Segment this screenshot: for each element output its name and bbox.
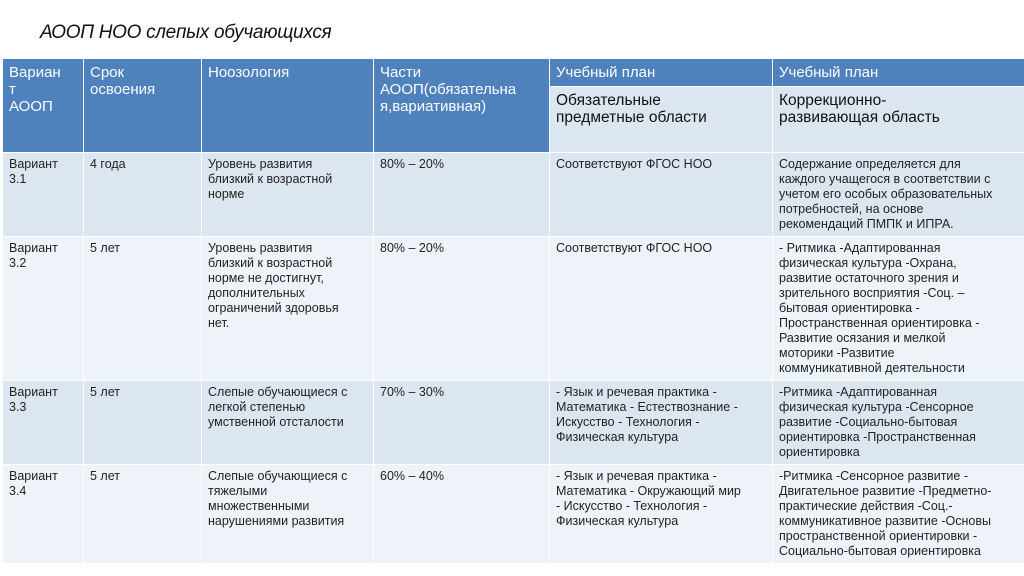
cell-mandatory: Соответствуют ФГОС НОО [550, 153, 773, 237]
cell-variant: Вариант 3.1 [3, 153, 84, 237]
cell-nosology: Уровень развития близкий к возрастной норме [202, 153, 374, 237]
subheader-correction-area: Коррекционно- развивающая область [773, 87, 1024, 153]
header-curriculum-mandatory: Учебный план [550, 59, 773, 87]
cell-term: 5 лет [84, 465, 202, 564]
cell-correction: -Ритмика -Адаптированная физическая культура -Сенсорное развитие -Социально-бытовая ориентировка -Пространственная ориентировка [773, 381, 1024, 465]
table-row [3, 153, 1024, 237]
table-row [3, 381, 1024, 465]
header-variant: Вариан т АООП [3, 59, 84, 153]
cell-mandatory: - Язык и речевая практика - Математика - Естествознание - Искусство - Технология - Физическая культура [550, 381, 773, 465]
page-title: АООП НОО слепых обучающихся [40, 22, 332, 43]
cell-parts: 60% – 40% [374, 465, 550, 564]
header-nosology: Ноозология [202, 59, 374, 153]
cell-variant: Вариант 3.2 [3, 237, 84, 381]
cell-variant: Вариант 3.4 [3, 465, 84, 564]
cell-parts: 80% – 20% [374, 237, 550, 381]
curriculum-table [2, 58, 1024, 564]
cell-term: 5 лет [84, 381, 202, 465]
cell-term: 4 года [84, 153, 202, 237]
header-curriculum-correction: Учебный план [773, 59, 1024, 87]
header-term: Срок освоения [84, 59, 202, 153]
table-row [3, 237, 1024, 381]
header-parts: Части АООП(обязательна я,вариативная) [374, 59, 550, 153]
cell-mandatory: - Язык и речевая практика - Математика - Окружающий мир - Искусство - Технология - Физическая культура [550, 465, 773, 564]
cell-nosology: Слепые обучающиеся с легкой степенью умственной отсталости [202, 381, 374, 465]
cell-term: 5 лет [84, 237, 202, 381]
cell-mandatory: Соответствуют ФГОС НОО [550, 237, 773, 381]
cell-nosology: Уровень развития близкий к возрастной норме не достигнут, дополнительных ограничений здоровья нет. [202, 237, 374, 381]
cell-correction: -Ритмика -Сенсорное развитие - Двигательное развитие -Предметно- практические действия -Соц.- коммуникативное развитие -Основы пространственной ориентировки - Социально-бытовая ориентировка [773, 465, 1024, 564]
cell-parts: 80% – 20% [374, 153, 550, 237]
cell-variant: Вариант 3.3 [3, 381, 84, 465]
cell-correction: Содержание определяется для каждого учащегося в соответствии с учетом его особых образовательных потребностей, на основе рекомендаций ПМПК и ИПРА. [773, 153, 1024, 237]
header-row [3, 59, 1024, 87]
cell-correction: - Ритмика -Адаптированная физическая культура -Охрана, развитие остаточного зрения и зрительного восприятия -Соц. – бытовая ориентировка - Пространственная ориентировка - Развитие осязания и мелкой моторики -Развитие коммуникативной деятельности [773, 237, 1024, 381]
table-row [3, 465, 1024, 564]
cell-nosology: Слепые обучающиеся с тяжелыми множественными нарушениями развития [202, 465, 374, 564]
cell-parts: 70% – 30% [374, 381, 550, 465]
subheader-mandatory-areas: Обязательные предметные области [550, 87, 773, 153]
